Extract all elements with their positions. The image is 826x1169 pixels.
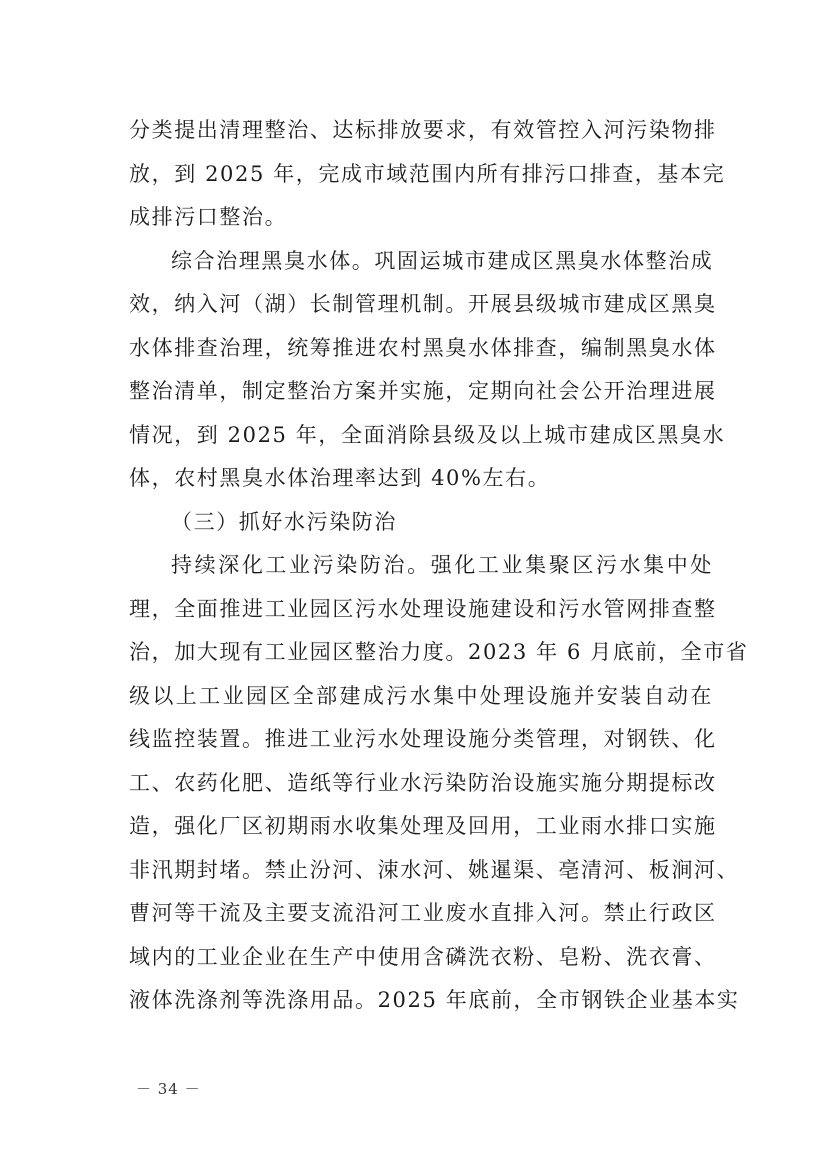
text-line: 情况，到 2025 年，全面消除县级及以上城市建成区黑臭水 (129, 422, 726, 447)
text-line: 曹河等干流及主要支流沿河工业废水直排入河。禁止行政区 (129, 901, 717, 925)
text-line: 线监控装置。推进工业污水处理设施分类管理，对钢铁、化 (129, 727, 717, 751)
paragraph-first-line: 综合治理黑臭水体。巩固运城市建成区黑臭水体整治成 (171, 248, 714, 273)
text-line: 水体排查治理，统筹推进农村黑臭水体排查，编制黑臭水体 (129, 335, 717, 360)
text-line: 域内的工业企业在生产中使用含磷洗衣粉、皂粉、洗衣膏、 (129, 944, 717, 969)
text-line: 造，强化厂区初期雨水收集处理及回用，工业雨水排口实施 (129, 814, 717, 838)
text-line: 工、农药化肥、造纸等行业水污染防治设施实施分期提标改 (129, 770, 717, 795)
text-line: 整治清单，制定整治方案并实施，定期向社会公开治理进展 (129, 379, 717, 403)
text-line: 效，纳入河（湖）长制管理机制。开展县级城市建成区黑臭 (129, 292, 717, 316)
page-number: － 34 － (136, 1080, 201, 1098)
text-line: 成排污口整治。 (129, 205, 288, 229)
text-line: 液体洗涤剂等洗涤用品。2025 年底前，全市钢铁企业基本实 (129, 988, 740, 1012)
text-line: 放，到 2025 年，完成市域范围内所有排污口排查，基本完 (129, 161, 726, 186)
paragraph-first-line: 持续深化工业污染防治。强化工业集聚区污水集中处 (171, 553, 713, 577)
text-line: 治，加大现有工业园区整治力度。2023 年 6 月底前，全市省 (129, 640, 749, 664)
text-line: 理，全面推进工业园区污水处理设施建设和污水管网排查整 (129, 596, 717, 621)
text-line: 级以上工业园区全部建成污水集中处理设施并安装自动在 (129, 683, 713, 708)
body-text (129, 109, 749, 1023)
section-heading: （三）抓好水污染防治 (171, 509, 397, 534)
text-line: 非汛期封堵。禁止汾河、涑水河、姚暹渠、亳清河、板涧河、 (129, 857, 740, 882)
text-line: 体，农村黑臭水体治理率达到 40%左右。 (129, 466, 551, 490)
text-line: 分类提出清理整治、达标排放要求，有效管控入河污染物排 (129, 118, 717, 142)
